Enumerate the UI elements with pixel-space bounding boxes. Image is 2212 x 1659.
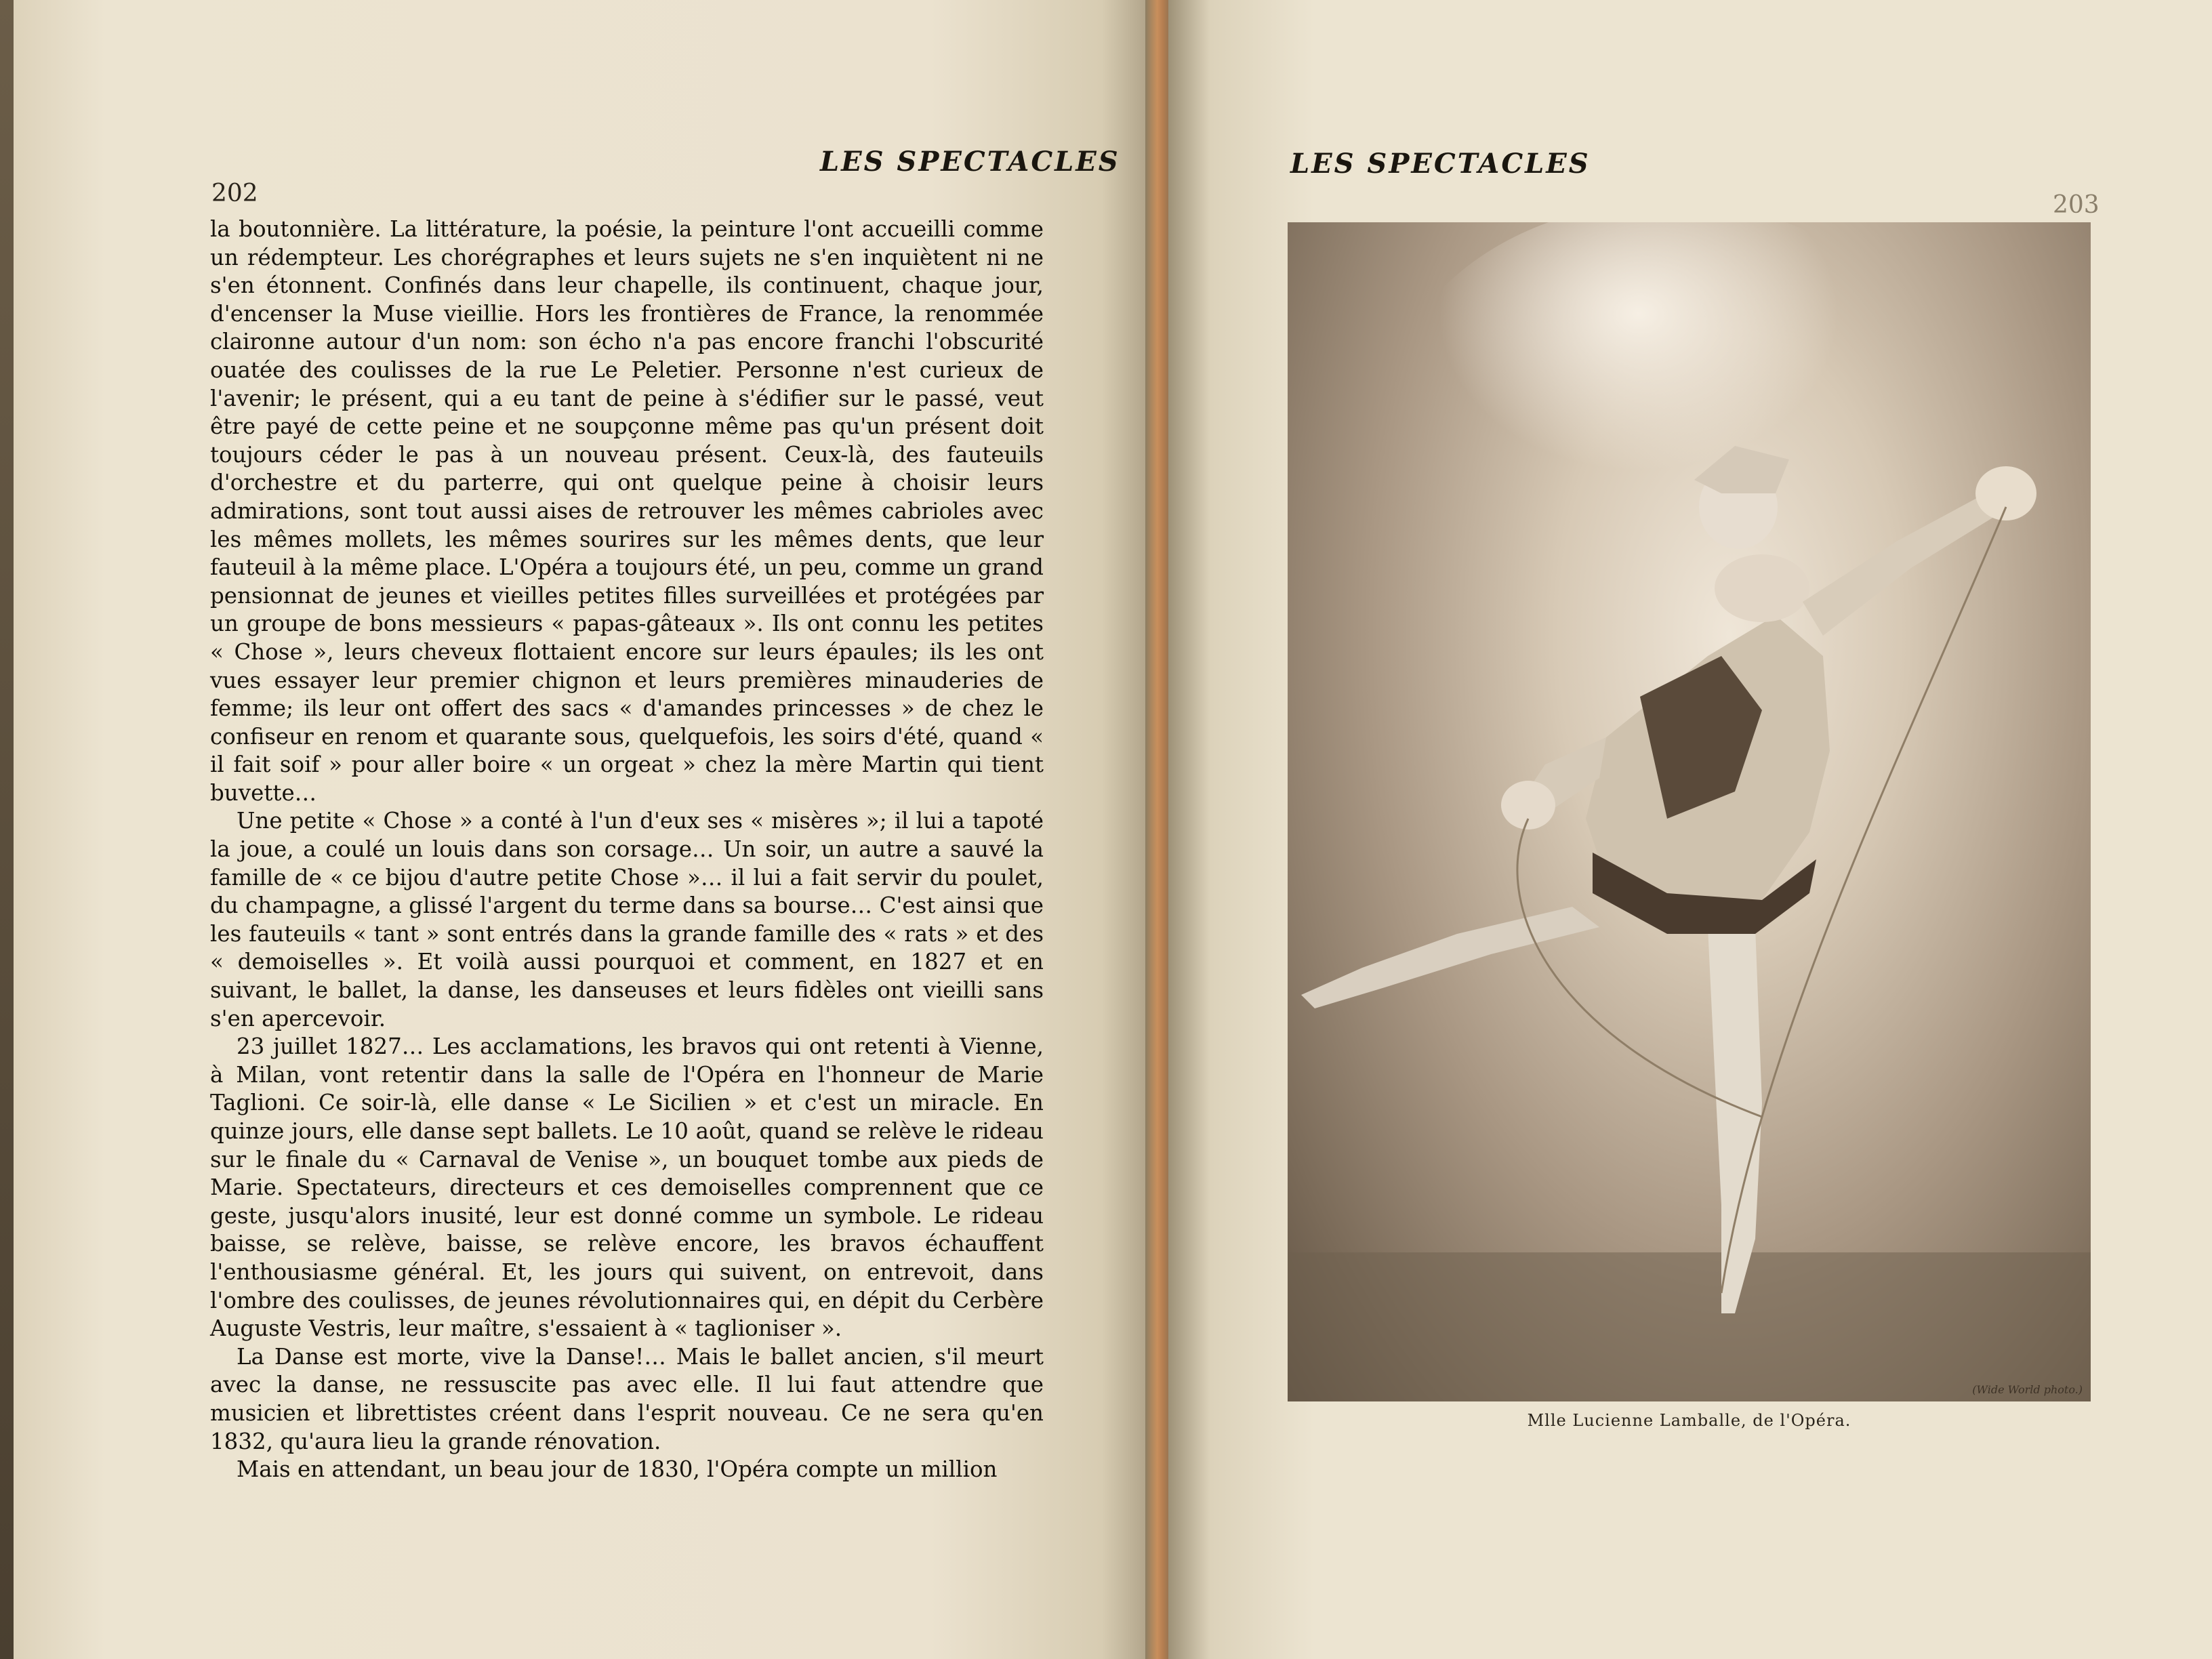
running-head: LES SPECTACLES <box>1290 148 1591 180</box>
paragraph: la boutonnière. La littérature, la poésie, la peinture l'ont accueilli comme un rédempteur. Les chorégraphes et leurs sujets ne s'en inquiètent ni ne s'en étonnent. Confinés dans leur chapelle, ils continuent, chaque jour, d'encenser la Muse vieillie. Hors les frontières de France, la renommée claironne autour d'un nom: son écho n'a pas encore franchi l'obscurité ouatée des coulisses de la rue Le Peletier. Personne n'est curieux de l'avenir; le présent, qui a eu tant de peine à s'édifier sur le passé, veut être payé de cette peine et ne soupçonne même pas qu'un présent doit toujours céder le pas à un nouveau présent. Ceux-là, des fauteuils d'orchestre et du parterre, qui ont quelque peine à choisir leurs admirations, sont tout aussi aises de retrouver les mêmes cabrioles avec les mêmes mollets, les mêmes sourires sur les mêmes dents, que leur fauteuil à la même place. L'Opéra a toujours été, un peu, comme un grand pensionnat de jeunes et vieilles petites filles surveillées et protégées par un groupe de bons messieurs « papas-gâteaux ». Ils ont connu les petites « Chose », leurs cheveux flottaient encore sur leurs épaules; ils les ont vues essayer leur premier chignon et leurs premières minauderies de femme; ils leur ont offert des sacs « d'amandes princesses » de chez le confiseur en renom et quarante sous, quelquefois, les soirs d'été, quand « il fait soif » pour aller boire « un orgeat » chez la mère Martin qui tient buvette… <box>210 216 1044 806</box>
photo-credit: (Wide World photo.) <box>1972 1383 2083 1396</box>
photo-caption: Mlle Lucienne Lamballe, de l'Opéra. <box>1527 1411 1851 1430</box>
page-number: 202 <box>211 180 258 207</box>
dancer-figure <box>1288 222 2091 1401</box>
paragraph: La Danse est morte, vive la Danse!… Mais le ballet ancien, s'il meurt avec la danse, ne ressuscite pas avec elle. Il lui faut attendre que musicien et librettistes créent dans l'esprit nouveau. Ce ne sera qu'en 1832, qu'aura lieu la grande rénovation. <box>210 1343 1044 1454</box>
paragraph: Mais en attendant, un beau jour de 1830, l'Opéra compte un million <box>237 1456 998 1483</box>
dancer-photograph <box>1288 222 2091 1401</box>
paragraph: 23 juillet 1827… Les acclamations, les bravos qui ont retenti à Vienne, à Milan, vont retentir dans la salle de l'Opéra en l'honneur de Marie Taglioni. Ce soir-là, elle danse « Le Sicilien » et c'est un miracle. En quinze jours, elle danse sept ballets. Le 10 août, quand se relève le rideau sur le finale du « Carnaval de Venise », un bouquet tombe aux pieds de Marie. Spectateurs, directeurs et ces demoiselles comprennent que ce geste, jusqu'alors inusité, leur est donné comme un symbole. Le rideau baisse, se relève, baisse, se relève encore, les bravos échauffent l'enthousiasme général. Et, les jours qui suivent, on entrevoit, dans l'ombre des coulisses, de jeunes révolutionnaires qui, en dépit du Cerbère Auguste Vestris, leur maître, s'essaient à « taglioniser ». <box>210 1033 1044 1342</box>
running-head: LES SPECTACLES <box>820 146 1120 178</box>
left-page <box>14 0 1159 1659</box>
body-text <box>210 216 1044 1484</box>
paragraph: Une petite « Chose » a conté à l'un d'eux ses « misères »; il lui a tapoté la joue, a coulé un louis dans son corsage… Un soir, un autre a sauvé la famille de « ce bijou d'autre petite Chose »… il lui a fait servir du poulet, du champagne, a glissé l'argent du terme dans sa bourse… C'est ainsi que les fauteuils « tant » sont entrés dans la grande famille des « rats » et des « demoiselles ». Et voilà aussi pourquoi et comment, en 1827 et en suivant, le ballet, la danse, les danseuses et leurs fidèles ont vieilli sans s'en apercevoir. <box>210 808 1044 1031</box>
page-number: 203 <box>2053 191 2100 219</box>
